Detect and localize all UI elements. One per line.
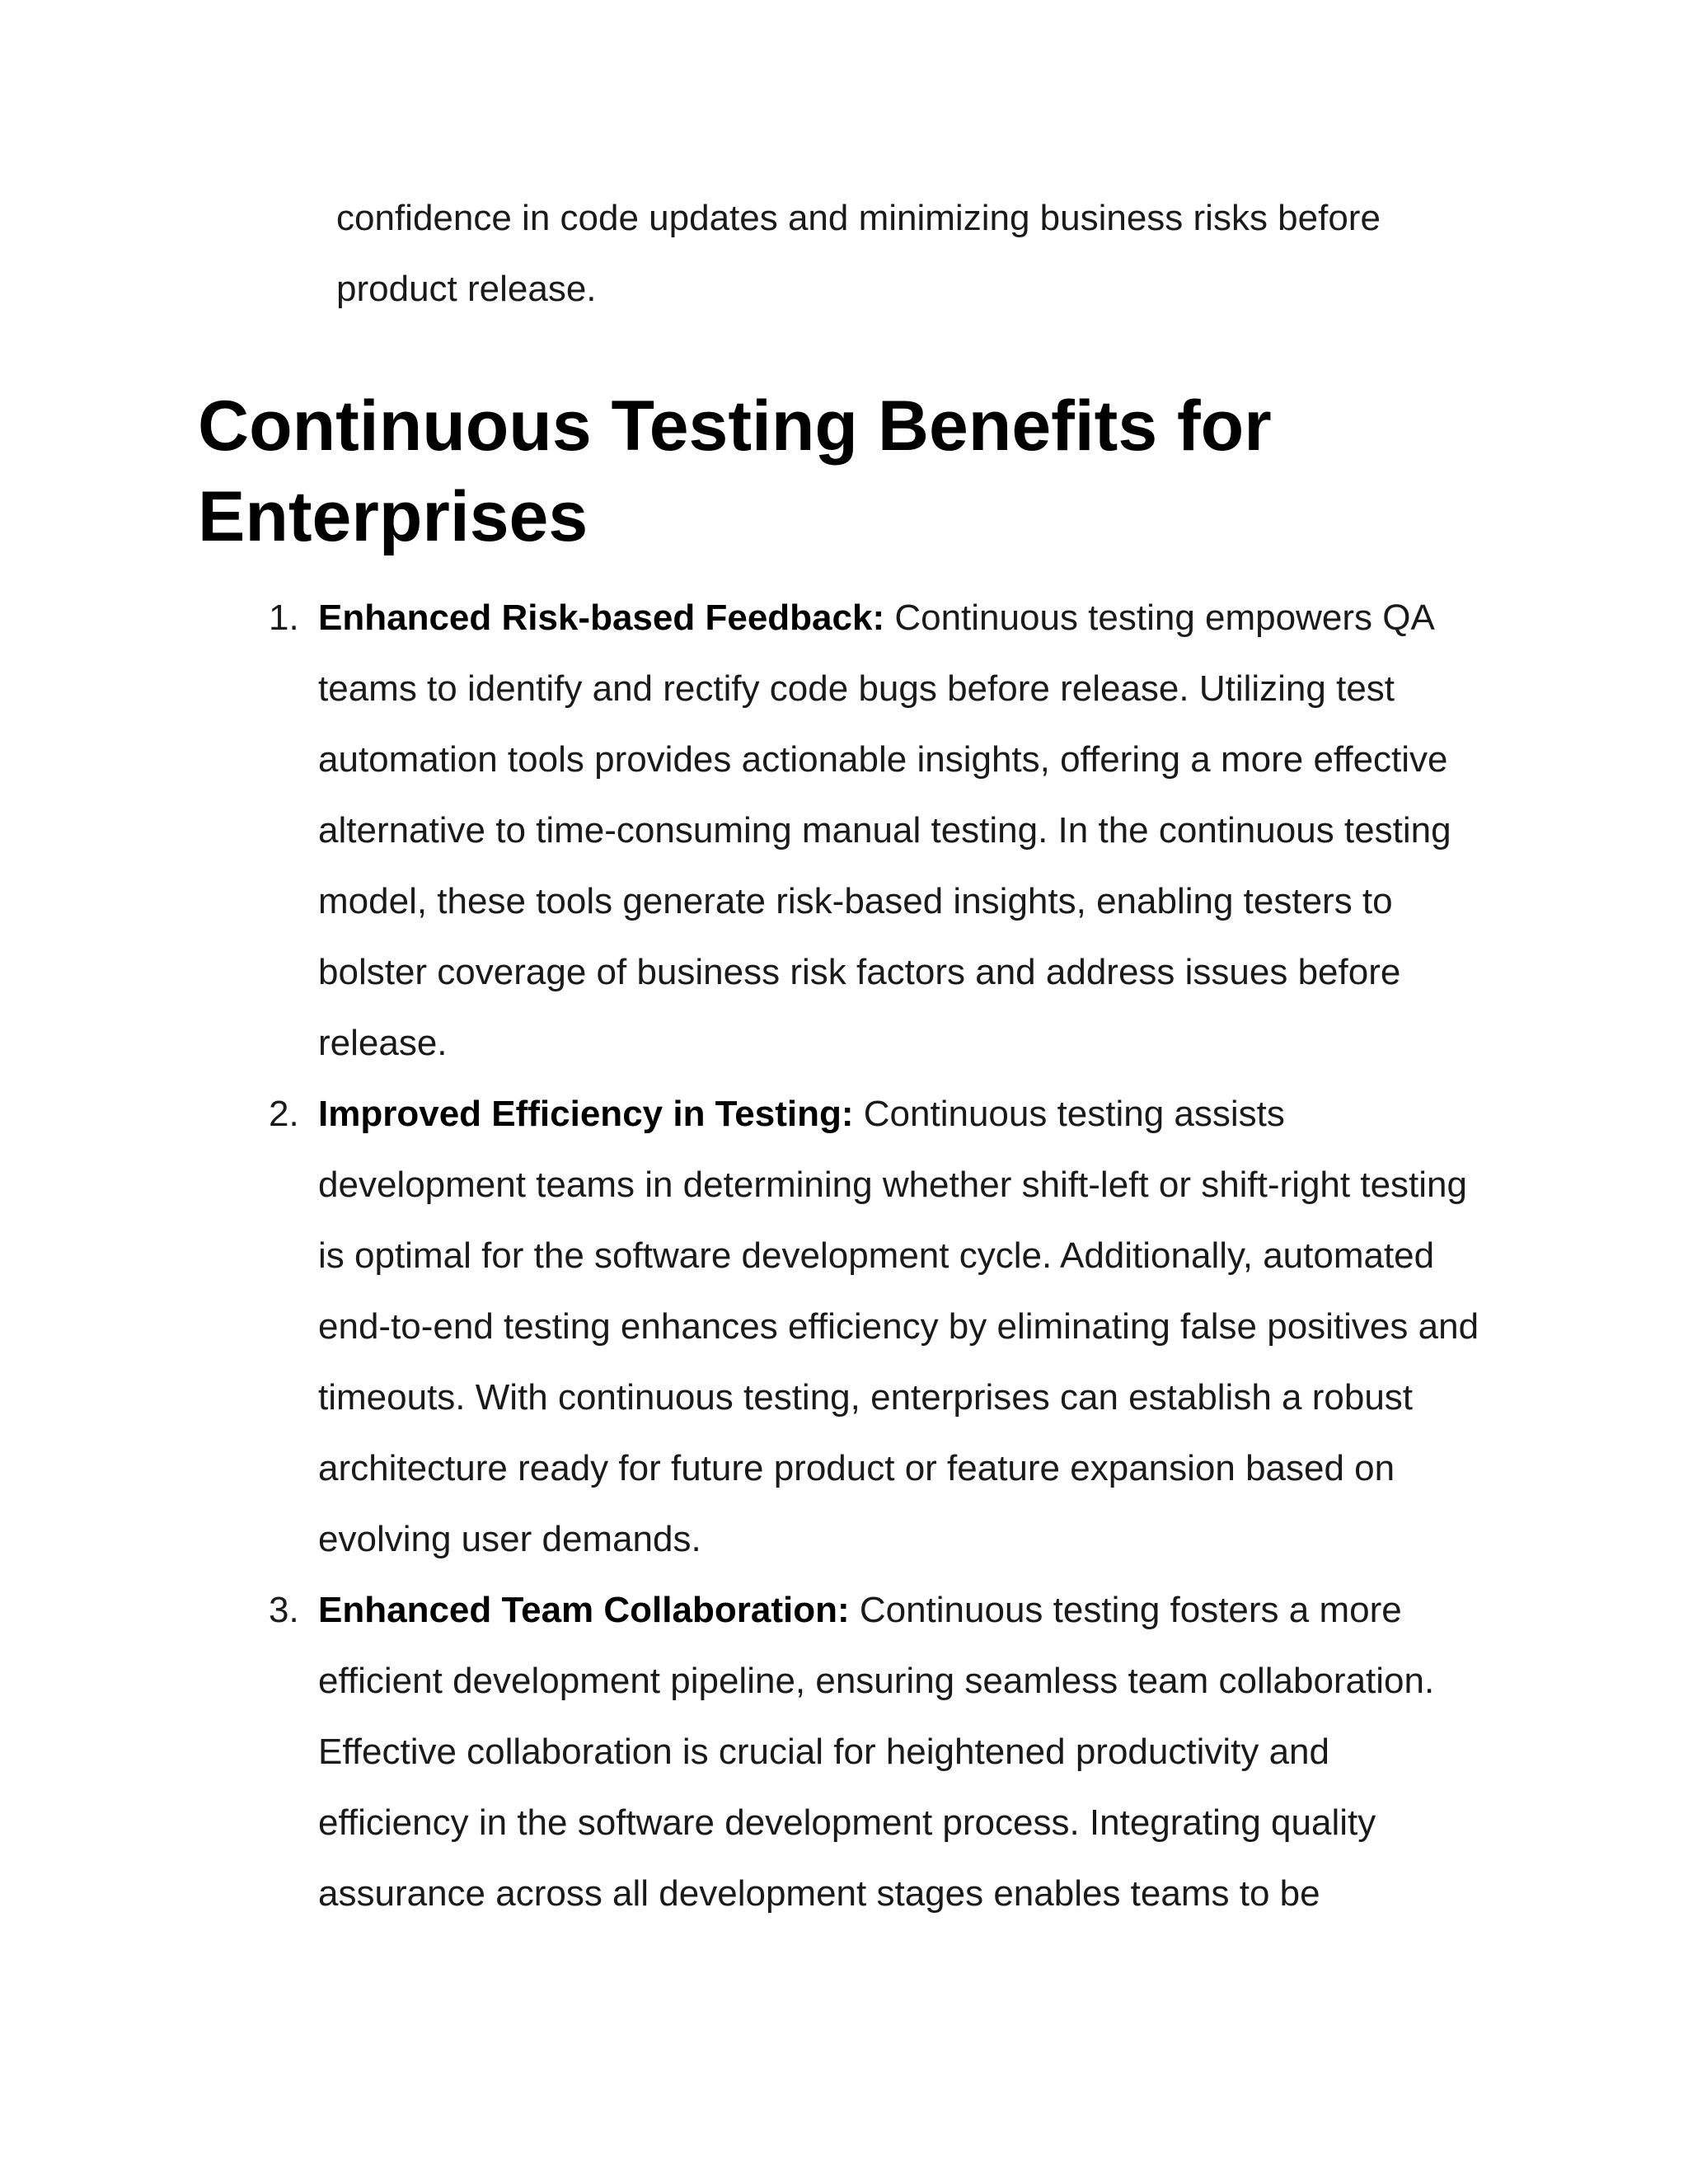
- benefit-body: Continuous testing empowers QA teams to identify and rectify code bugs before release. Utilizing test automation tools provides actionable insights, offering a more effective alternative to time-consuming manual testing. In the continuous testing model, these tools generate risk-based insights, enabling testers to bolster coverage of business risk factors and address issues before release.: [318, 598, 1451, 1063]
- benefit-title: Enhanced Risk-based Feedback:: [318, 598, 895, 638]
- benefit-body: Continuous testing fosters a more efficient development pipeline, ensuring seamless team collaboration. Effective collaboration is crucial for heightened productivity and efficiency in the software development process. Integrating quality assurance across all development stages enables teams to be: [318, 1590, 1435, 1914]
- benefit-title: Improved Efficiency in Testing:: [318, 1094, 864, 1134]
- benefit-item-risk-feedback: [264, 583, 1484, 1079]
- benefit-body: Continuous testing assists development teams in determining whether shift-left or shift-right testing is optimal for the software development cycle. Additionally, automated end-to-end testing enhances efficiency by eliminating false positives and timeouts. With continuous testing, enterprises can establish a robust architecture ready for future product or feature expansion based on evolving user demands.: [318, 1094, 1479, 1559]
- benefit-item-collaboration: [264, 1575, 1484, 1929]
- benefit-item-efficiency: [264, 1079, 1484, 1575]
- benefit-title: Enhanced Team Collaboration:: [318, 1590, 860, 1630]
- benefits-list: [264, 583, 1484, 1929]
- section-heading: Continuous Testing Benefits for Enterprises: [198, 387, 1272, 556]
- list-number: 2.: [269, 1094, 299, 1134]
- list-number: 1.: [269, 598, 299, 638]
- list-number: 3.: [269, 1590, 299, 1630]
- continued-paragraph: confidence in code updates and minimizing business risks before product release.: [336, 198, 1381, 309]
